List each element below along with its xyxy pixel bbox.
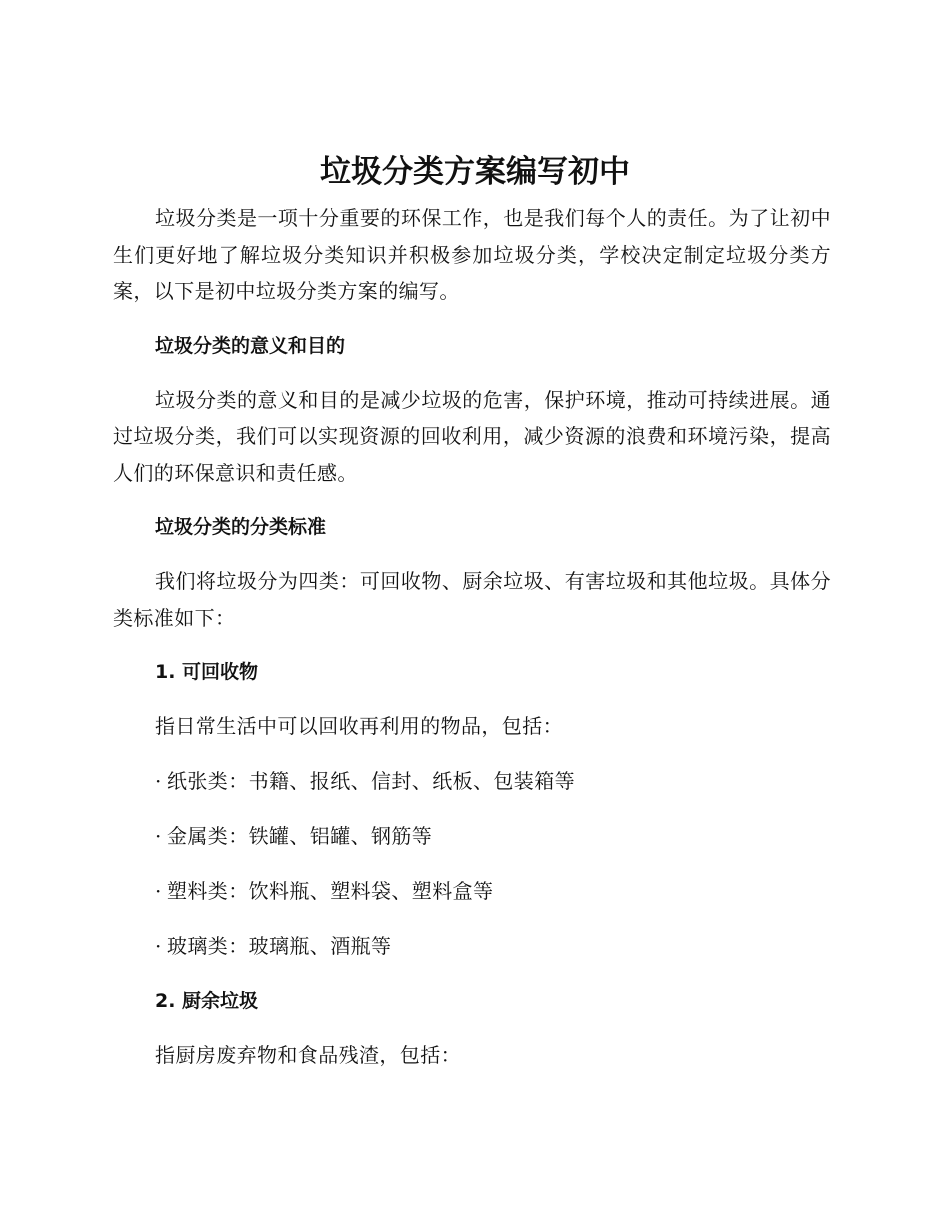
standards-paragraph: 我们将垃圾分为四类：可回收物、厨余垃圾、有害垃圾和其他垃圾。具体分类标准如下： bbox=[113, 569, 831, 630]
bullet-icon: · bbox=[155, 769, 162, 793]
kitchen-waste-heading: 2. 厨余垃圾 bbox=[155, 990, 259, 1012]
bullet-icon: · bbox=[155, 879, 162, 903]
document-body bbox=[113, 200, 831, 1092]
purpose-paragraph: 垃圾分类的意义和目的是减少垃圾的危害，保护环境，推动可持续进展。通过垃圾分类，我们可以实现资源的回收利用，减少资源的浪费和环境污染，提高人们的环保意识和责任感。 bbox=[113, 387, 831, 485]
list-item-text: 纸张类：书籍、报纸、信封、纸板、包装箱等 bbox=[167, 769, 575, 793]
list-item bbox=[113, 763, 831, 799]
document-title: 垃圾分类方案编写初中 bbox=[320, 154, 630, 190]
recyclable-heading: 1. 可回收物 bbox=[155, 661, 259, 683]
section-heading-standards: 垃圾分类的分类标准 bbox=[155, 516, 327, 538]
list-item-text: 玻璃类：玻璃瓶、酒瓶等 bbox=[167, 934, 392, 958]
bullet-icon: · bbox=[155, 934, 162, 958]
section-heading-purpose: 垃圾分类的意义和目的 bbox=[155, 334, 346, 357]
bullet-icon: · bbox=[155, 824, 162, 848]
kitchen-waste-description: 指厨房废弃物和食品残渣，包括： bbox=[155, 1043, 461, 1067]
list-item bbox=[113, 928, 831, 964]
list-item bbox=[113, 873, 831, 909]
list-item bbox=[113, 818, 831, 854]
list-item-text: 金属类：铁罐、铝罐、钢筋等 bbox=[167, 824, 433, 848]
recyclable-description: 指日常生活中可以回收再利用的物品，包括： bbox=[155, 714, 563, 738]
intro-paragraph: 垃圾分类是一项十分重要的环保工作，也是我们每个人的责任。为了让初中生们更好地了解垃圾分类知识并积极参加垃圾分类，学校决定制定垃圾分类方案，以下是初中垃圾分类方案的编写。 bbox=[113, 206, 831, 303]
list-item-text: 塑料类：饮料瓶、塑料袋、塑料盒等 bbox=[167, 879, 494, 903]
